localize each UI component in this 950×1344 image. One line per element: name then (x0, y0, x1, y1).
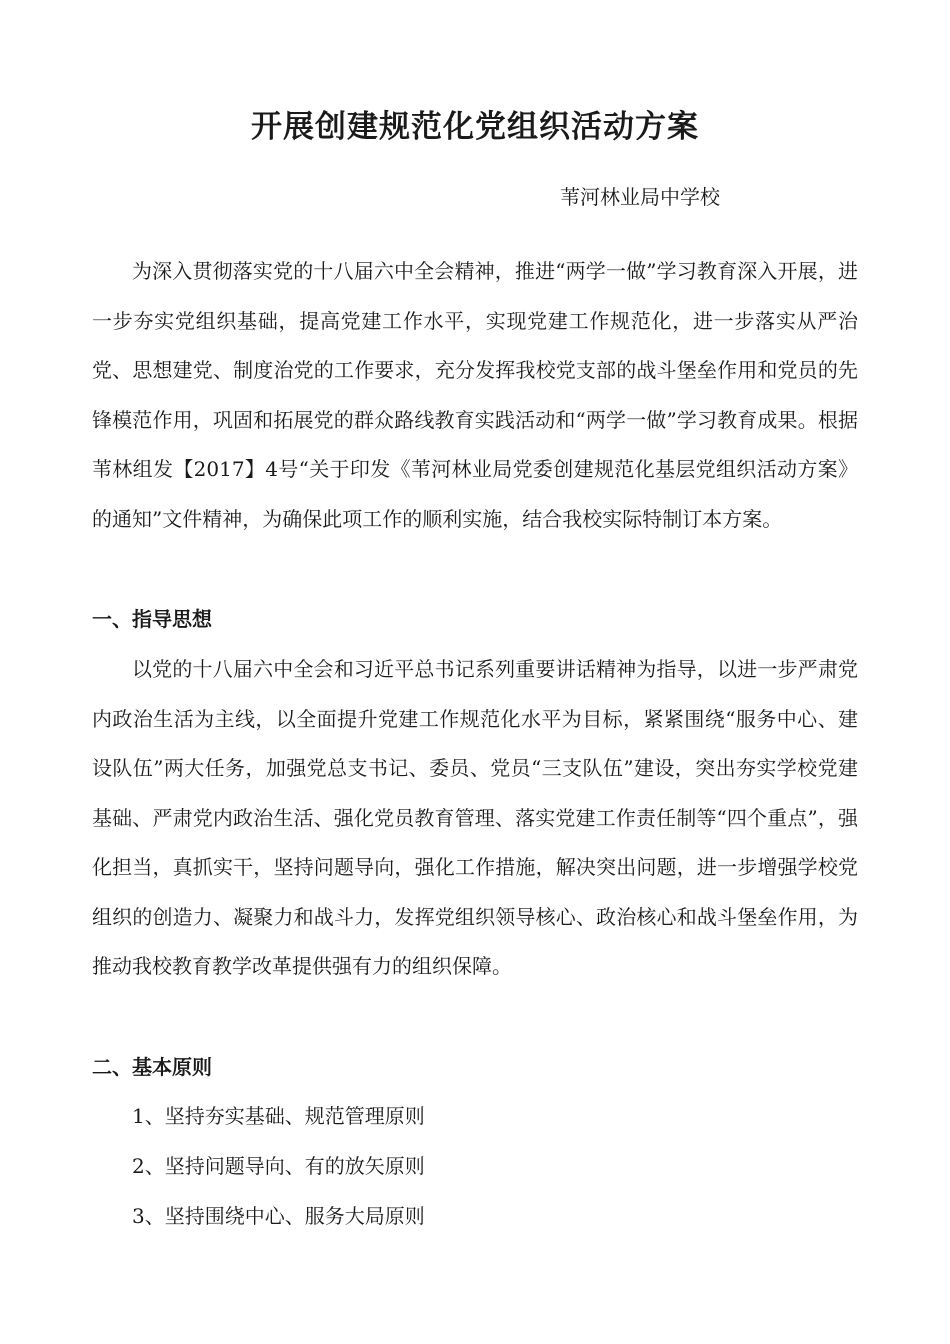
intro-paragraph: 为深入贯彻落实党的十八届六中全会精神，推进“两学一做”学习教育深入开展，进一步夯实党组织基础，提高党建工作水平，实现党建工作规范化，进一步落实从严治党、思想建党、制度治党的工作要求，充分发挥我校党支部的战斗堡垒作用和党员的先锋模范作用，巩固和拓展党的群众路线教育实践活动和“两学一做”学习教育成果。根据苇林组发【2017】4号“关于印发《苇河林业局党委创建规范化基层党组织活动方案》的通知”文件精神，为确保此项工作的顺利实施，结合我校实际特制订本方案。 (92, 259, 858, 531)
section-heading-guiding-ideology: 一、指导思想 (92, 607, 212, 631)
principle-item: 2、坚持问题导向、有的放矢原则 (132, 1154, 425, 1178)
document-author: 苇河林业局中学校 (560, 185, 720, 209)
guiding-ideology-paragraph: 以党的十八届六中全会和习近平总书记系列重要讲话精神为指导，以进一步严肃党内政治生活为主线，以全面提升党建工作规范化水平为目标，紧紧围绕“服务中心、建设队伍”两大任务，加强党总支书记、委员、党员“三支队伍”建设，突出夯实学校党建基础、严肃党内政治生活、强化党员教育管理、落实党建工作责任制等“四个重点”，强化担当，真抓实干，坚持问题导向，强化工作措施，解决突出问题，进一步增强学校党组织的创造力、凝聚力和战斗力，发挥党组织领导核心、政治核心和战斗堡垒作用，为推动我校教育教学改革提供强有力的组织保障。 (92, 657, 858, 978)
section-heading-basic-principles: 二、基本原则 (92, 1055, 212, 1079)
principle-item: 1、坚持夯实基础、规范管理原则 (132, 1104, 425, 1128)
principle-item: 3、坚持围绕中心、服务大局原则 (132, 1204, 425, 1228)
document-title: 开展创建规范化党组织活动方案 (251, 109, 699, 145)
